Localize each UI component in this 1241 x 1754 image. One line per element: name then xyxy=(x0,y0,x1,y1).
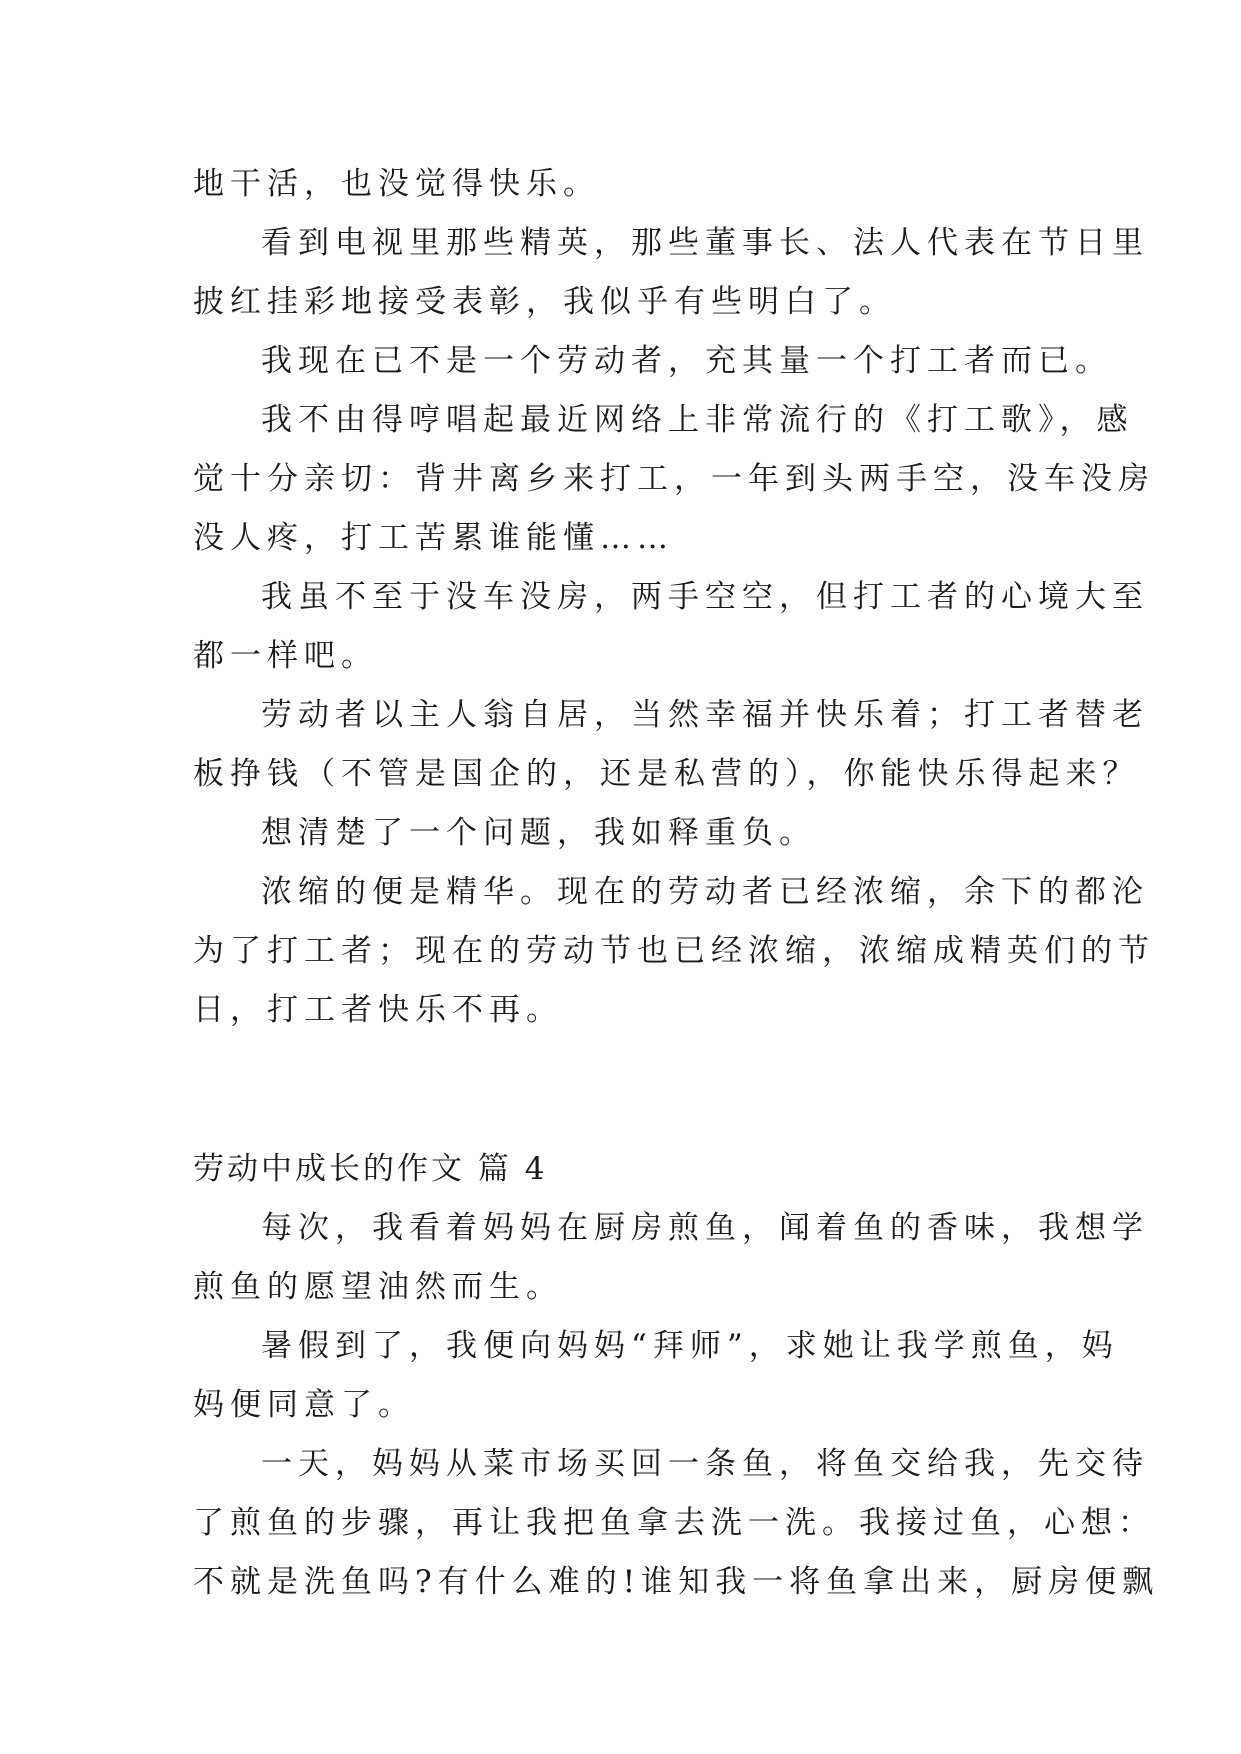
text-line: 煎鱼的愿望油然而生。 xyxy=(193,1269,563,1305)
section-heading: 劳动中成长的作文 篇 4 xyxy=(193,1151,548,1187)
text-line: 不就是洗鱼吗?有什么难的!谁知我一将鱼拿出来，厨房便飘 xyxy=(193,1564,1160,1600)
text-line: 披红挂彩地接受表彰，我似乎有些明白了。 xyxy=(193,284,896,320)
text-line: 看到电视里那些精英，那些董事长、法人代表在节日里 xyxy=(261,225,1149,261)
text-line: 地干活，也没觉得快乐。 xyxy=(193,166,600,202)
text-line: 为了打工者；现在的劳动节也已经浓缩，浓缩成精英们的节 xyxy=(193,933,1155,969)
text-line: 板挣钱（不管是国企的，还是私营的），你能快乐得起来？ xyxy=(193,756,1140,792)
text-line: 我虽不至于没车没房，两手空空，但打工者的心境大至 xyxy=(261,579,1149,615)
text-line: 一天，妈妈从菜市场买回一条鱼，将鱼交给我，先交待 xyxy=(261,1446,1149,1482)
section-spacer xyxy=(193,1040,1059,1140)
text-line: 想清楚了一个问题，我如释重负。 xyxy=(261,815,816,851)
text-line: 都一样吧。 xyxy=(193,638,378,674)
text-line: 觉十分亲切：背井离乡来打工，一年到头两手空，没车没房 xyxy=(193,461,1155,497)
text-line: 我现在已不是一个劳动者，充其量一个打工者而已。 xyxy=(261,343,1112,379)
text-line: 劳动者以主人翁自居，当然幸福并快乐着；打工者替老 xyxy=(261,697,1149,733)
text-line: 我不由得哼唱起最近网络上非常流行的《打工歌》，感 xyxy=(261,402,1134,438)
text-line: 浓缩的便是精华。现在的劳动者已经浓缩，余下的都沦 xyxy=(261,874,1149,910)
text-line: 每次，我看着妈妈在厨房煎鱼，闻着鱼的香味，我想学 xyxy=(261,1210,1149,1246)
text-line: 日，打工者快乐不再。 xyxy=(193,992,563,1028)
text-line: 了煎鱼的步骤，再让我把鱼拿去洗一洗。我接过鱼，心想： xyxy=(193,1505,1155,1541)
text-line: 没人疼，打工苦累谁能懂…… xyxy=(193,520,674,556)
text-line: 妈便同意了。 xyxy=(193,1387,415,1423)
text-line: 暑假到了，我便向妈妈“拜师”，求她让我学煎鱼，妈 xyxy=(261,1328,1119,1364)
body-text xyxy=(193,155,1160,1612)
